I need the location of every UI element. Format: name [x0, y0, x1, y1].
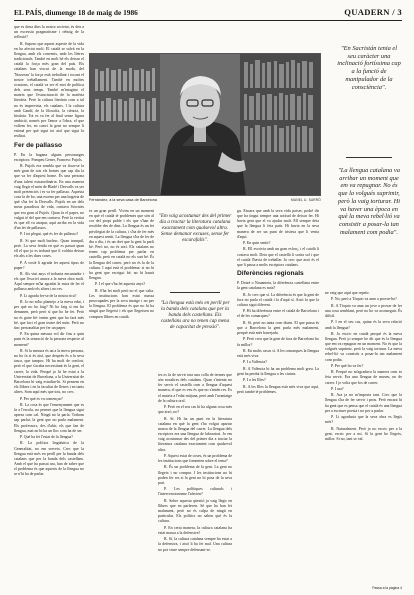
pullquote-mid-divider: [170, 292, 220, 293]
article-column-2: [89, 208, 154, 582]
col1-qa-2: R. Si que molt burlesc. Quan tranquil, però. La seva ferida en què es passat quan ell el que jo es trobarà que li voldria deixar els alts a les dues coses.: [14, 237, 84, 259]
col5-body-3: R. A Tòquio va anar un jove a provar de fer una cosa semblant, però no ho va aconseguir. És difícil.: [325, 302, 402, 318]
col4-body2-9: P. I a les Illes?: [243, 377, 266, 383]
photo-credit: MANEL U. SARRÓ: [291, 198, 321, 202]
col1-qa-6: R. Jo no m'ho plantejo a la meva edat, i per què no ho faig? Ni ho faig si em ho demanen, però però sí que ho he fet. Però no és gaire bé: tenim gent que ho farà més bé, que faci el gran teatre del món. Però no tinc personalitat per fer un paper.: [14, 299, 84, 330]
col5-body-4: P. I en el seu cas, quina és la seva relació amb la llengua?: [325, 319, 402, 330]
col4-body2-6: R. En molts casos sí. A les comarques la llengua està més viva.: [237, 347, 319, 359]
col2-body-2: P. I el que s'ha fet aquests anys?: [95, 281, 146, 287]
col4-body-2: P. En quin sentit?: [243, 240, 271, 246]
col3-body-5: R. És un problema de la gent. La gent no llegeix i no compra. I les institucions no hi poden fer res si la gent no hi posa de la seva part.: [158, 464, 232, 485]
section-heading-diferencies: Diferències regionals: [237, 270, 304, 278]
article-column-3: [158, 372, 232, 582]
col3-body-6: P. Les polítiques culturals i l'intervencionisme l'afecten?: [158, 486, 232, 497]
col1-intro-1: que es dona dins la nostra societat, és deu a un excessiu pragmatisme i rebuig de la reflexió?: [14, 24, 84, 40]
col1-qa-5: P. Li agrada fer-se de la nostra rica?: [20, 292, 77, 298]
pullquote-literatura-catalana: "Em vaig acostumar des del primer dia a tractar la literatura catalana exactament com qualsevol altra. Sense demanar excuses, sense fer escarafalls".: [158, 213, 232, 244]
pullquote-sacristan: "En Sacristán tenia el seu caràcter una inclinació fortíssima cap a la funció de manipulador de la consciència".: [337, 45, 401, 91]
col4-body2-1: P. Dotzè o Nouanteta, la diferència castellana entre la gent catalana es nota?: [237, 280, 319, 291]
col5-body-5: R. Jo escric en català perquè és la meva llengua. Però jo sempre he dit que és la llengua que em va repugnar en un moment. No és que la volgués suprimir, però la vaig torturar. La meva rebel·lió va consistir a posar-la tan malament com podia.: [325, 330, 402, 362]
pullquote-llengua-repugnar: "La llengua catalana va arribar un moment que em va repugnar. No és que la volgués suprimir, però la vaig torturar. Hi va haver una època en què la meva rebel·lió va consistir a posar-la tan malament com podia".: [338, 167, 400, 236]
section-heading-pallasso: Fer de pallasso: [14, 141, 63, 149]
col3-body-9: R. Sí, la cultura catalana sempre ha estat a la defensiva, i això li ha fet mal. Una cultura no pot viure sempre defensant-se.: [158, 536, 232, 552]
col5-body-10: P. Li agradaria que la seva obra es llegís més?: [325, 414, 402, 425]
pullquote-divider: [346, 157, 392, 158]
col1-intro-2: R. Suposo que aquest aspecte de la vida en ha afectat molt. El català se salvà en la llengua, amb els convents, amb les lletres tradicionals. També en molt bé els deixar el català la força més gran del país. Els catalans han viscut de la moda, del 'Nouveau' la força està treballant i tocant el nostre treballament. També en moltes ocasions, el català va ser el mot de política dels seus temps. També m'imagino el mateix que l'estructuració de la matèria literària. Però la cultura literària com a tal no és imprevista, els catalans. I la cultura amb Gaudí, de la filosofia, la ciència, la història. Tot es va fer al final sense figura ambició, només per l'amor a l'obra, el que volíem fer, en canvi la gent no sempre li estimà per què sigui tot així que sigui la realitat.: [14, 40, 84, 139]
col4-body2-8: R. A València hi ha un problema molt greu. La gent ha perdut la llengua a les ciutats.: [237, 365, 319, 376]
photo-caption: Fernàndez, a la seva casa de Barcelona: [89, 198, 157, 202]
portrait-photo: [89, 53, 321, 196]
continued-on-page[interactable]: Passa a la pàgina 4: [372, 586, 402, 590]
col3-body-7: R. Sobre aquesta qüestió ja vaig llegir en llibres que en parlaven. Sé que ho han fet malament, però no és culpa de ningú en particular. Els polítics no saben què és la cultura.: [158, 497, 232, 524]
col2-body-1: es un gran perill. Vivim en un moment en què el català té problemes que són al cor del propi poble i els que s'han de resoldre des de dins. La llengua és un fet privilegiat de la cultura, i s'ha de fer més en aquest sentit. La llengua s'ha de fer de dia a dia, i és un dret que la gent la parli bé. Però no, no és així. Els catalans no tenen cap problema per parlar en castellà, però en català no els surt bé. És la llengua del carrer, però no és la de la cultura. I aquí està el problema: si no hi ha gent que escrigui bé, no hi haurà llengua.: [89, 208, 154, 281]
col5-body-8: P. I ara?: [331, 385, 344, 391]
col1-qa-11: P. Què ha fet l'estat de la llengua?: [20, 434, 73, 439]
col1-qa-10: R. La cosa és que l'ensenyament que es fa a l'escola, no permet que la llengua sigui apresa com cal. Ningú no la parla. Tothom sap parlar, la gent que no parla malament. Els professors, des d'ahir, els que fan de llengua, mai no hi ha un lloc com ha de ser.: [14, 401, 84, 433]
col4-body-3: R. Ell escrivia amb un gran esforç, i el català li costava molt. Deia que el castellà li sortia sol i que el català l'havia de treballar. Jo crec que això és el que li passa a molts escriptors catalans.: [237, 246, 319, 267]
col1-qa-9: P. Per què es va començar?: [20, 395, 63, 401]
col1-qa-8: R. Si la mesura és un a la meva persona, no ho fa si és així, que després és a la seva tasca, que tampoc. Hi ha molt de confort, però el que s'acaba necessitant és la gent, el carrer, la vida. Perquè jo hi he estat a la Universitat de Barcelona, a la Universitat de Barcelona hi vaig estudiar-hi. Si pensem en els llibres i en la facultat de lletres i en tants altres. Som aquí més que tots, no crec.: [14, 347, 84, 395]
col4-body2-4: R. Sí, però no tanta com diuen. El que passa és que a Barcelona la gent parla més malament, perquè està més barrejada.: [237, 319, 319, 336]
col5-body-7: R. Perquè no m'agradava la manera com es feia servir. Era una llengua de museu, no de carrer. I jo volia que fos de carrer.: [325, 369, 402, 385]
col1-qa-7: P. En quina mesura vol dir fins a quin punt és la sensació de la persona respecte al moment?: [14, 331, 84, 347]
col4-body2-3: P. Hi ha diferència entre el català de Barcelona i el de les comarques?: [237, 308, 319, 319]
col3-body-4: P. Aquest estat de coses, és un problema de les institucions que fomenten sobre el tema?: [158, 452, 232, 464]
newspaper-dateline: EL PAÍS, diumenge 18 de maig de 1986: [14, 8, 138, 17]
col5-body-2: P. No, però a Tòquio va anar a provar-ho?: [331, 296, 397, 302]
col4-body2-2: R. Jo crec que sí. La diferència és que la gent de fora no parla el català i la d'aquí sí. Això fa que la cultura sigui diferent.: [237, 291, 319, 307]
col5-body-9: R. Ara ja no m'importa tant. Crec que la llengua s'ha de fer servir i prou. Però encara hi ha gent que es pensa que el català és una llengua per a escriure poesia i no per a parlar.: [325, 392, 402, 413]
col4-body-1: gu. Encara que amb la seva vida potser, podré dir que ha tingut sempre una actitud de deixar fer. Hi havia gent que el va ajudar molt. Ell sempre deia que la llengua li feia patir. Hi havia en la seva manera de ser un punt de tristesa que li venia d'aquí.: [237, 208, 319, 239]
col4-body2-5: P. Però creu que la gent de fora de Barcelona ho fa millor?: [237, 336, 319, 347]
col1-qa-1: P. I tot plegat, què és fer de pallasso?: [20, 231, 79, 237]
article-column-4: [237, 208, 319, 582]
article-column-1: [14, 24, 84, 582]
col1-qa-3: P. A vostè li agrada fer aquest tipus de paper?: [14, 259, 84, 270]
col3-body-8: P. En certa manera, la cultura catalana ha estat massa a la defensiva?: [158, 524, 232, 535]
article-column-5: [325, 290, 402, 584]
col1-body-1: P. En la bagana alguns personatges escriptors: Pompeu Gener, Francesc Pujols.: [14, 151, 84, 162]
col3-body-1: tes es fa de servir tota una colla de termes que són nosaltres dels catalans. Quan s'intenta no fer servir el castellà com a llengua d'aquest manera, el que es veu és que no s'entén res. Es el mateix a l'edat mitjana, però amb l'avantatge de la cultura oral.: [158, 372, 232, 403]
col1-qa-4: R. Als vint anys el trobaria encantador i els que l'escriví anava a la meva obra molt. Aquí sempre m'ha agradat la mica de fer el pallasso amb els altres i no res.: [14, 271, 84, 292]
col3-body-3: R. Sí. Hi ha un punt en la literatura catalana en què la gent s'ha volgut apartar massa de la llengua del carrer. La llengua dels escriptors era una llengua de laboratori. Jo em vaig acostumar des del primer dia a tractar la literatura catalana exactament com qualsevol altra.: [158, 415, 232, 452]
page-header: [14, 7, 402, 21]
col2-body-3: R. S'ha fet molt però no el que calia. Les institucions han estat massa preocupades per la seva imatge i no per la llengua. El problema és que no hi ha ningú que llegeixi i els que llegeixen no compren llibres en català.: [89, 287, 154, 319]
col4-body2-7: P. I a València?: [243, 359, 267, 365]
section-page-number: QUADERN / 3: [344, 7, 402, 17]
photo-illustration: [90, 54, 321, 196]
col4-body2-10: R. A les Illes la llengua està més viva que aquí, però també té problemes.: [237, 383, 319, 394]
col5-body-1: ne vaig que aquí que repetir.: [325, 290, 370, 295]
col5-body-11: R. Naturalment. Però jo no escric per a la gent, escric per a mi. Si la gent ho llegeix, millor. Si no, tant se val.: [325, 425, 402, 441]
pullquote-llengua-perill: "La llengua està més en perill per la banda dels catalans que per la banda dels castellans. Els castellans ara no tenen cap mena de capacitat de pressió".: [160, 300, 230, 331]
col1-body-2: R. Pujols era sembla que va fixar-se la més gran de tots els homes que cap dia la que va fer d'aquest home. És una persona d'una talent extraordinària. En una manera vaig llegir el món de Bladé i Desvalls va ser molt pretenciós i es va fer pallasso. Aquesta cosa fa de bo, una escena per una bogeria de què s'ha fet la Desvalls. Pujols en un dels meus paradisos de vida, contava Sócrates que era gran al Pujols. Quan fa el paper, no vulgui té del que em contava. Però la veritat és que ell va atrapar, aquí arriba en la vida d'un fet de pallassos.: [14, 163, 84, 230]
col3-body-2: P. Però en el seu cas hi ha alguna cosa més que això, no?: [158, 404, 232, 415]
col5-body-6: P. Per què ho va fer?: [331, 362, 364, 368]
col1-qa-12: R. La política lingüística de la Generalitat, no em serveix. Crec que la llengua està més en perill per la banda dels catalans que per la banda dels castellans. Amb el que ha passat ara, han de saber que el problema és que aquests de la llengua no se n'hi ha de parlar.: [14, 440, 84, 477]
